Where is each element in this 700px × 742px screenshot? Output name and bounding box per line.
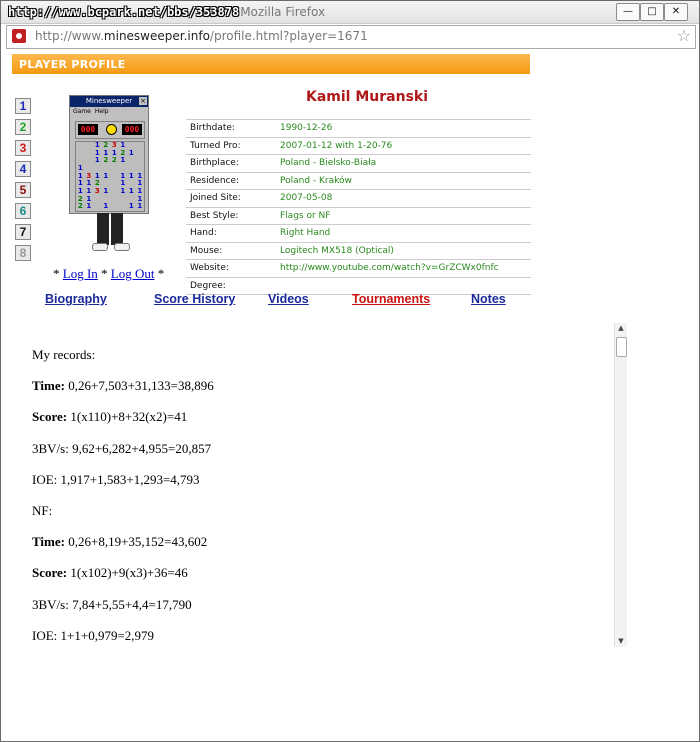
board-cell: 1 [137, 202, 143, 211]
side-tab-1[interactable] [15, 98, 31, 114]
scroll-down-arrow-icon[interactable]: ▼ [618, 637, 624, 645]
url-prefix: http://www. [35, 29, 104, 43]
board-cell: 2 [103, 156, 109, 165]
minesweeper-close-icon: × [140, 97, 146, 105]
field-label: Mouse: [186, 242, 276, 260]
timer-counter: 000 [122, 124, 142, 135]
table-row [186, 172, 531, 190]
board-cell [76, 150, 85, 158]
table-row [186, 207, 531, 225]
bookmark-star-icon[interactable]: ☆ [676, 26, 691, 45]
nav-tournaments-link[interactable]: Tournaments [352, 292, 431, 306]
auth-suffix: * [154, 266, 165, 281]
board-cell: 1 [128, 171, 134, 180]
board-cell: 2 [77, 202, 83, 211]
board-cell [93, 196, 102, 204]
board-cell [136, 142, 145, 150]
record-label: Time: [32, 534, 65, 550]
field-value: Logitech MX518 (Optical) [276, 242, 531, 260]
minesweeper-window-image [69, 95, 149, 214]
board-cell [93, 203, 102, 211]
app-name: Mozilla Firefox [240, 5, 326, 19]
record-line [32, 629, 592, 660]
log-in-link[interactable]: Log In [62, 266, 98, 281]
field-label: Birthdate: [186, 120, 276, 138]
log-out-link[interactable]: Log Out [110, 266, 155, 281]
record-line [32, 442, 592, 473]
record-line [32, 410, 592, 441]
field-label: Degree: [186, 277, 276, 295]
field-value: 2007-01-12 with 1-20-76 [276, 137, 531, 155]
board-cell: 1 [94, 148, 100, 157]
website-link[interactable]: http://www.youtube.com/watch?v=GrZCWx0fnfc [276, 260, 531, 278]
records-scrollbar[interactable] [614, 323, 627, 647]
field-value: Poland - Bielsko-Biała [276, 155, 531, 173]
board-cell [127, 157, 136, 165]
table-row [186, 225, 531, 243]
table-row [186, 137, 531, 155]
nf-heading: NF: [32, 502, 53, 518]
board-cell: 1 [94, 171, 100, 180]
url-path: /profile.html?player=1671 [209, 29, 368, 43]
field-value: 1990-12-26 [276, 120, 531, 138]
minesweeper-board [75, 141, 145, 212]
board-cell [110, 165, 119, 173]
side-tab-label: 2 [19, 120, 27, 134]
field-label: Website: [186, 260, 276, 278]
close-button[interactable]: ✕ [664, 3, 688, 21]
watermark-text: http://www.bcpark.net/bbs/353878 [8, 5, 240, 19]
side-tab-6[interactable] [15, 203, 31, 219]
window-title [8, 5, 325, 19]
minesweeper-menu [73, 108, 113, 115]
board-cell: 3 [111, 141, 117, 149]
table-row [186, 155, 531, 173]
board-cell: 1 [120, 186, 126, 195]
nav-notes-link[interactable]: Notes [471, 292, 506, 306]
board-cell: 1 [94, 156, 100, 165]
minimize-button[interactable]: — [616, 3, 640, 21]
board-cell: 2 [111, 156, 117, 165]
board-cell [85, 150, 94, 158]
board-cell: 1 [111, 148, 117, 157]
side-tab-label: 5 [19, 183, 27, 197]
field-label: Birthplace: [186, 155, 276, 173]
player-name: Kamil Muranski [306, 89, 429, 105]
record-label: 3BV/s: [32, 440, 69, 456]
site-favicon-icon [12, 29, 26, 43]
board-cell: 1 [128, 202, 134, 211]
record-value: 1(x110)+8+32(x2)=41 [67, 409, 188, 425]
minesweeper-counters [75, 121, 145, 139]
record-label: IOE: [32, 627, 58, 643]
table-row [186, 120, 531, 138]
board-cell: 1 [86, 179, 92, 188]
record-label: 3BV/s: [32, 596, 69, 612]
side-tab-2[interactable] [15, 119, 31, 135]
board-cell: 1 [94, 141, 100, 149]
smiley-face-icon [106, 124, 117, 135]
side-tab-label: 4 [19, 162, 27, 176]
board-cell: 2 [103, 141, 109, 149]
side-tab-label: 1 [19, 99, 27, 113]
auth-separator: * [97, 266, 111, 281]
player-avatar [69, 95, 149, 255]
record-label: Time: [32, 378, 65, 394]
table-row [186, 242, 531, 260]
board-cell: 3 [86, 171, 92, 180]
side-tab-5[interactable] [15, 182, 31, 198]
side-tab-label: 3 [19, 141, 27, 155]
record-line [32, 473, 592, 504]
field-label: Residence: [186, 172, 276, 190]
field-value: Flags or NF [276, 207, 531, 225]
board-cell [119, 196, 128, 204]
player-legs-image [89, 213, 129, 253]
board-cell: 1 [120, 141, 126, 149]
side-tab-label: 7 [19, 225, 27, 239]
records-heading: My records: [32, 347, 96, 362]
scroll-thumb[interactable] [616, 337, 627, 357]
record-line [32, 535, 592, 566]
board-cell: 1 [128, 186, 134, 195]
side-tab-8[interactable] [15, 245, 31, 261]
board-cell: 3 [94, 186, 100, 195]
side-tab-7[interactable] [15, 224, 31, 240]
board-cell [85, 157, 94, 165]
mine-counter: 000 [78, 124, 98, 135]
menu-help: Help [94, 108, 109, 115]
record-label: IOE: [32, 471, 58, 487]
field-label: Best Style: [186, 207, 276, 225]
board-cell [76, 142, 85, 150]
record-value: 0,26+7,503+31,133=38,896 [64, 378, 214, 394]
player-profile-banner [12, 54, 530, 74]
nav-score-history-link[interactable]: Score History [154, 292, 236, 306]
record-value: 1,917+1,583+1,293=4,793 [57, 471, 200, 487]
menu-game: Game [73, 108, 91, 115]
board-cell: 1 [103, 171, 109, 180]
records-content [32, 348, 592, 660]
minesweeper-title: Minesweeper [70, 96, 148, 107]
record-line [32, 598, 592, 629]
board-cell: 1 [86, 186, 92, 195]
board-cell: 1 [86, 202, 92, 211]
board-cell [119, 203, 128, 211]
board-cell: 1 [77, 186, 83, 195]
board-cell: 1 [77, 171, 83, 180]
side-tab-label: 6 [19, 204, 27, 218]
board-cell: 1 [137, 179, 143, 188]
auth-links [53, 266, 164, 282]
record-value: 1(x102)+9(x3)+36=46 [67, 565, 188, 581]
banner-title: PLAYER PROFILE [19, 58, 126, 71]
board-cell [110, 196, 119, 204]
auth-prefix: * [53, 266, 63, 281]
profile-info-table [186, 119, 531, 295]
board-cell [136, 150, 145, 158]
field-value: 2007-05-08 [276, 190, 531, 208]
board-cell: 2 [94, 179, 100, 188]
address-bar[interactable] [6, 25, 696, 49]
board-cell [110, 203, 119, 211]
board-cell [110, 188, 119, 196]
board-cell: 1 [103, 202, 109, 211]
table-row [186, 190, 531, 208]
board-cell [110, 180, 119, 188]
maximize-button[interactable]: □ [640, 3, 664, 21]
url-text[interactable] [35, 29, 368, 43]
side-tab-3[interactable] [15, 140, 31, 156]
title-bar [1, 1, 699, 24]
board-cell: 1 [120, 171, 126, 180]
board-cell [136, 157, 145, 165]
nav-videos-link[interactable]: Videos [268, 292, 309, 306]
board-cell: 1 [103, 148, 109, 157]
url-host: minesweeper.info [103, 29, 210, 43]
field-value: Poland - Kraków [276, 172, 531, 190]
field-value: Right Hand [276, 225, 531, 243]
record-label: Score: [32, 409, 68, 425]
record-value: 9,62+6,282+4,955=20,857 [68, 440, 212, 456]
side-tab-label: 8 [19, 246, 27, 260]
board-cell [85, 142, 94, 150]
field-label: Hand: [186, 225, 276, 243]
record-value: 1+1+0,979=2,979 [57, 627, 155, 643]
board-cell: 2 [120, 148, 126, 157]
nav-biography-link[interactable]: Biography [45, 292, 107, 306]
board-cell: 1 [137, 194, 143, 203]
board-cell: 1 [137, 171, 143, 180]
board-cell: 1 [120, 179, 126, 188]
table-row [186, 260, 531, 278]
board-cell: 1 [128, 148, 134, 157]
field-label: Turned Pro: [186, 137, 276, 155]
board-cell [110, 173, 119, 181]
record-value: 0,26+8,19+35,152=43,602 [64, 534, 208, 550]
record-line [32, 379, 592, 410]
record-value: 7,84+5,55+4,4=17,790 [68, 596, 192, 612]
record-line [32, 566, 592, 597]
board-cell: 1 [103, 186, 109, 195]
field-label: Joined Site: [186, 190, 276, 208]
board-cell: 2 [77, 194, 83, 203]
board-cell: 1 [137, 186, 143, 195]
record-label: Score: [32, 565, 68, 581]
board-cell: 1 [120, 156, 126, 165]
board-cell: 1 [77, 179, 83, 188]
board-cell: 1 [77, 163, 83, 172]
scroll-up-arrow-icon[interactable]: ▲ [618, 324, 624, 332]
board-cell: 1 [86, 194, 92, 203]
side-tab-4[interactable] [15, 161, 31, 177]
